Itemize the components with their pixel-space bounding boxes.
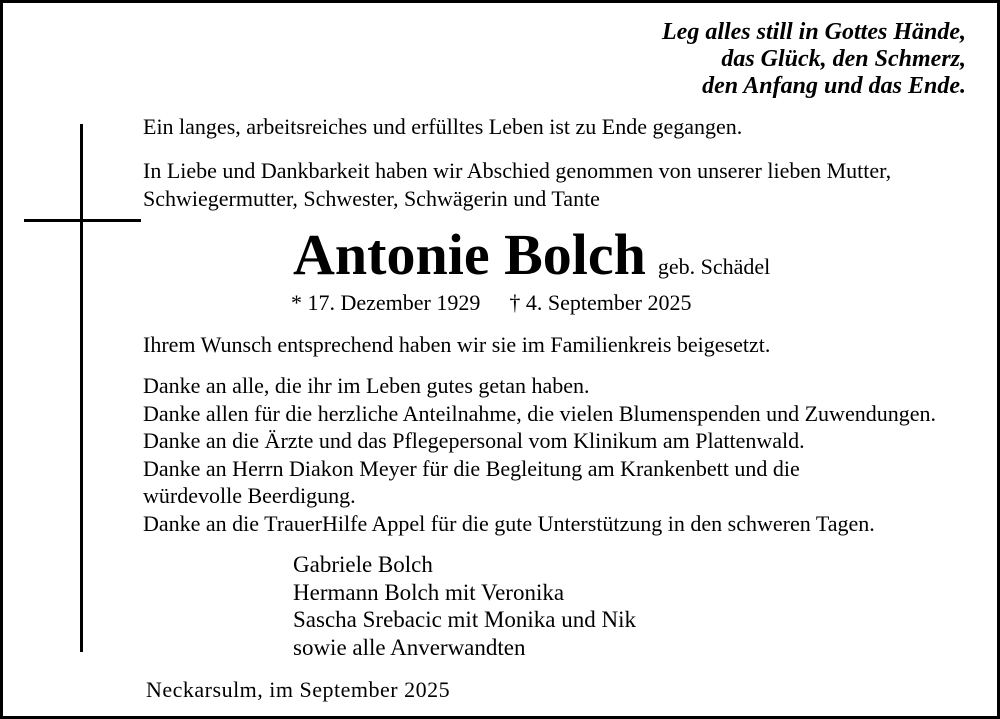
epigraph-line-3: den Anfang und das Ende. <box>702 73 966 99</box>
thanks-line-5: würdevolle Beerdigung. <box>143 483 356 508</box>
deceased-name: Antonie Bolch <box>293 222 646 287</box>
mourner-name-3: Sascha Srebacic mit Monika und Nik <box>293 607 637 632</box>
farewell-line-2: Schwiegermutter, Schwester, Schwägerin und Tante <box>143 185 600 211</box>
thanks-line-2: Danke allen für die herzliche Anteilnahme, die vielen Blumenspenden und Zuwendungen. <box>143 400 936 426</box>
death-date: † 4. September 2025 <box>509 290 692 315</box>
deceased-name-line <box>293 222 771 287</box>
epigraph-line-1: Leg alles still in Gottes Hände, <box>662 19 966 45</box>
mourner-name-1: Gabriele Bolch <box>293 552 433 577</box>
thanks-line-4: Danke an Herrn Diakon Meyer für die Begleitung am Krankenbett und die <box>143 455 800 481</box>
birth-date: * 17. Dezember 1929 <box>291 290 481 315</box>
burial-note: Ihrem Wunsch entsprechend haben wir sie im Familienkreis beigesetzt. <box>143 332 771 357</box>
epigraph <box>662 19 966 100</box>
thanks-line-6: Danke an die TrauerHilfe Appel für die gute Unterstützung in den schweren Tagen. <box>143 510 875 536</box>
mourner-name-4: sowie alle Anverwandten <box>293 634 526 660</box>
cross-icon-bar <box>24 219 141 222</box>
maiden-name: geb. Schädel <box>657 254 771 279</box>
cross-icon <box>80 124 83 652</box>
place-date: Neckarsulm, im September 2025 <box>146 677 451 702</box>
mourners-list <box>293 551 636 661</box>
farewell-line-1: In Liebe und Dankbarkeit haben wir Abschied genommen von unserer lieben Mutter, <box>143 158 892 183</box>
mourner-name-2: Hermann Bolch mit Veronika <box>293 579 565 605</box>
life-dates <box>291 289 691 316</box>
opening-paragraph: Ein langes, arbeitsreiches und erfülltes Leben ist zu Ende gegangen. <box>143 114 743 139</box>
farewell-paragraph <box>143 157 891 212</box>
thanks-line-1: Danke an alle, die ihr im Leben gutes getan haben. <box>143 373 590 398</box>
thanks-paragraph <box>143 372 936 537</box>
thanks-line-3: Danke an die Ärzte und das Pflegepersonal vom Klinikum am Plattenwald. <box>143 428 805 453</box>
epigraph-line-2: das Glück, den Schmerz, <box>721 46 966 72</box>
